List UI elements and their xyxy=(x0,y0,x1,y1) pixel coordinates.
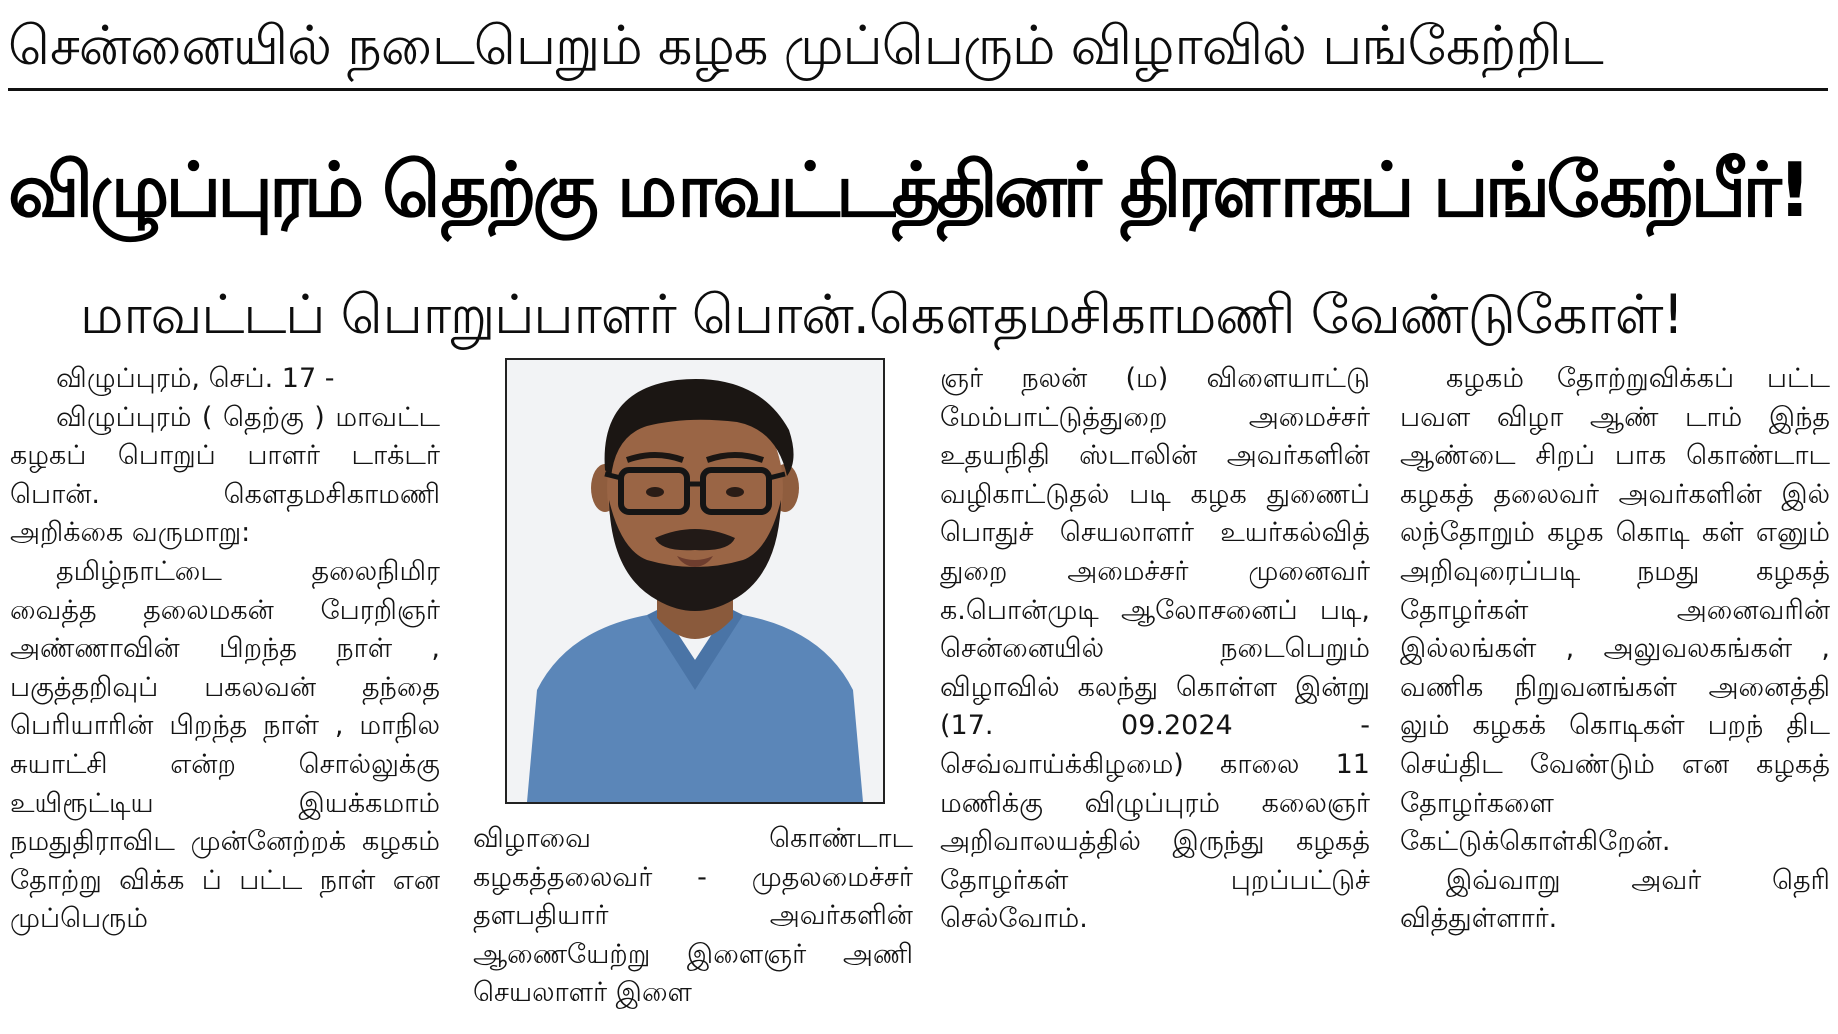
kicker-line: சென்னையில் நடைபெறும் கழக முப்பெரும் விழாவில் பங்கேற்றிட xyxy=(8,14,1603,77)
paragraph-closing: இவ்வாறு அவர் தெரி வித்துள்ளார். xyxy=(1400,864,1830,935)
paragraph-body: தமிழ்நாட்டை தலைநிமிர வைத்த தலைமகன் பேரறிஞர் அண்ணாவின் பிறந்த நாள் , பகுத்தறிவுப் பகலவன் தந்தை பெரியாரின் பிறந்த நாள் , மாநில சுயாட்சி என்ற சொல்லுக்கு உயிரூட்டிய இயக்கமாம் நமதுதிராவிட முன்னேற்றக் கழகம் தோற்று விக்க ப் பட்ட நாள் என முப்பெரும் xyxy=(10,555,440,935)
subheadline: மாவட்டப் பொறுப்பாளர் பொன்.கௌதமசிகாமணி வேண்டுகோள்! xyxy=(80,283,1684,346)
headline: விழுப்புரம் தெற்கு மாவட்டத்தினர் திரளாகப் பங்கேற்பீர்! xyxy=(8,146,1808,234)
person-portrait-icon xyxy=(507,360,883,802)
dateline: விழுப்புரம், செப். 17 - xyxy=(56,363,335,394)
caption-text: விழாவை கொண்டாட கழகத்தலைவர் - முதலமைச்சர் தளபதியார் அவர்களின் ஆணையேற்று இளைஞர் அணி செயலாளர் இளை xyxy=(473,823,913,1009)
kicker-divider xyxy=(8,88,1828,91)
portrait-photo xyxy=(505,358,885,804)
paragraph-flag-appeal: கழகம் தோற்றுவிக்கப் பட்ட பவள விழா ஆண் டாம் இந்த ஆண்டை சிறப் பாக கொண்டாட கழகத் தலைவர் அவர்களின் இல் லந்தோறும் கழக கொடி கள் எனும் அறிவுரைப்படி நமது கழகத் தோழர்கள் அனைவரின் இல்லங்கள் , அலுவலகங்கள் , வணிக நிறுவனங்கள் அனைத்தி லும் கழகக் கொடிகள் பறந் திட செய்திட வேண்டும் என கழகத் தோழர்களை கேட்டுக்கொள்கிறேன். xyxy=(1400,363,1830,858)
article-column-1 xyxy=(10,360,440,1032)
article-column-3 xyxy=(940,360,1370,1032)
photo-caption-paragraph xyxy=(473,820,913,1010)
paragraph-intro: விழுப்புரம் ( தெற்கு ) மாவட்ட கழகப் பொறுப் பாளர் டாக்டர் பொன். கௌதமசிகாமணி அறிக்கை வருமாறு: xyxy=(10,401,440,549)
article-column-4 xyxy=(1400,360,1830,1032)
paragraph-continued: ஞர் நலன் (ம) விளையாட்டு மேம்பாட்டுத்துறை அமைச்சர் உதயநிதி ஸ்டாலின் அவர்களின் வழிகாட்டுதல் படி கழக துணைப் பொதுச் செயலாளர் உயர்கல்வித் துறை அமைச்சர் முனைவர் க.பொன்முடி ஆலோசனைப் படி, சென்னையில் நடைபெறும் விழாவில் கலந்து கொள்ள இன்று (17. 09.2024 - செவ்வாய்க்கிழமை) காலை 11 மணிக்கு விழுப்புரம் கலைஞர் அறிவாலயத்தில் இருந்து கழகத் தோழர்கள் புறப்பட்டுச் செல்வோம். xyxy=(940,363,1370,935)
